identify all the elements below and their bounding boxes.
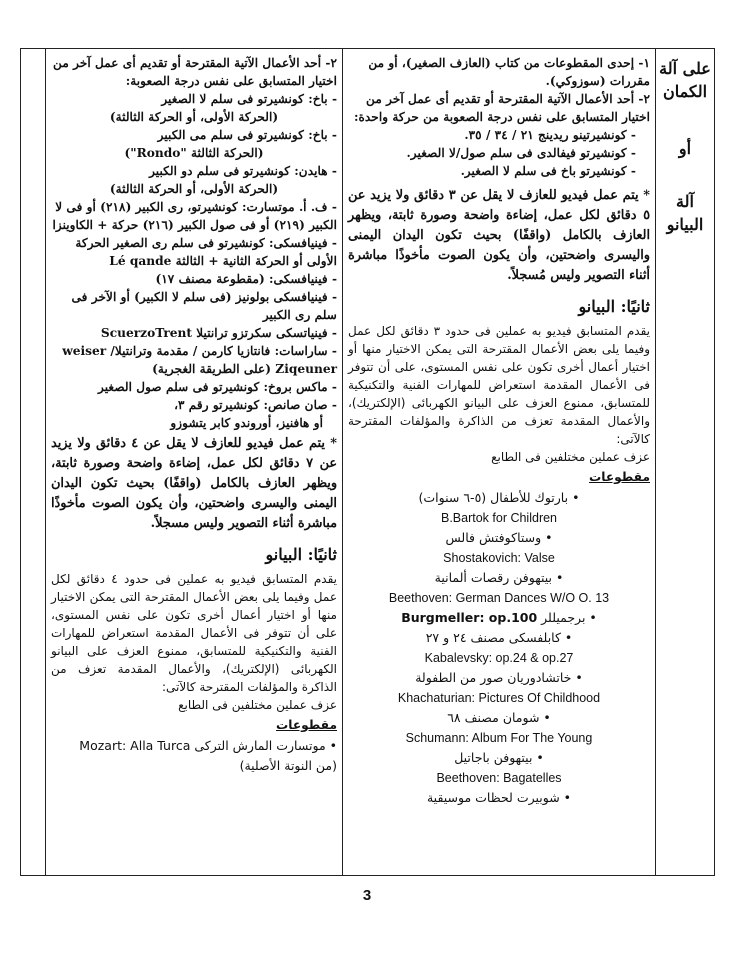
piano-description: يقدم المتسابق فيديو به عملين فى حدود ٣ دقائق لكل عمل وفيما يلى بعض الأعمال المقترحة التى يمكن الاختيار منها أو اختيار أعمال أخرى تكون على نفس المستوى، على أن تتوفر فى الأعمال المقدمة استعراض للمهارات الفنية والتكنيكية للمتسابق، ممنوع العزف على البيانو الكهربائى (الإلكتريك)، والأعمال المقدمة تعزف من الذاكرة والمؤلفات المقترحة كالآتى: bbox=[348, 324, 650, 446]
instrument-label-3: آلة bbox=[676, 192, 694, 211]
piece-ar: • شوبيرت لحظات موسيقية bbox=[348, 788, 650, 808]
work-item: - فينيافسكى بولونيز (فى سلم لا الكبير) أو الآخر فى سلم رى الكبير bbox=[71, 290, 337, 322]
piece-ar: برجميللر bbox=[541, 610, 586, 625]
violin-item-4: - كونشيرتو فيفالدى فى سلم صول/لا الصغير. bbox=[406, 146, 636, 160]
instrument-or: أو bbox=[678, 139, 692, 158]
work-item: - ف. أ. موتسارت: كونشيرتو، رى الكبير (٢١٨) أو فى لا الكبير (٢١٩) أو فى صول الكبير (٢١٦) حركة + الكاوينزا bbox=[52, 200, 337, 232]
violin-item-5: - كونشيرتو باخ فى سلم لا الصغير. bbox=[460, 164, 636, 178]
piece-ar: • موتسارت المارش التركى bbox=[194, 738, 337, 753]
piece-ar: • بيتهوفن رقصات ألمانية bbox=[348, 568, 650, 588]
piano-heading: ثانيًا: البيانو bbox=[578, 297, 650, 316]
work-detail: (الحركة الأولى، أو الحركة الثالثة) bbox=[109, 182, 279, 196]
piece-en: B.Bartok for Children bbox=[440, 511, 558, 525]
piece-en: Khachaturian: Pictures Of Childhood bbox=[397, 691, 601, 705]
instrument-label-4: البيانو bbox=[666, 215, 704, 234]
piece-ar: (من النوتة الأصلية) bbox=[239, 758, 337, 773]
piece-en: Beethoven: Bagatelles bbox=[436, 771, 562, 785]
advanced-requirements-cell bbox=[46, 49, 343, 876]
page-number: 3 bbox=[362, 887, 372, 904]
work-item: - فينيافسكى: (مقطوعة مصنف ١٧) bbox=[155, 272, 337, 286]
piano-heading: ثانيًا: البيانو bbox=[265, 545, 337, 564]
pieces-label: مقطوعات bbox=[276, 718, 337, 732]
piece-en: Schumann: Album For The Young bbox=[405, 731, 593, 745]
piece-ar: • كابلفسكى مصنف ٢٤ و ٢٧ bbox=[348, 628, 650, 648]
blank-edge-cell bbox=[21, 49, 46, 876]
piece-en: Kabalevsky: op.24 & op.27 bbox=[424, 651, 574, 665]
piece-en: Burgmeller: op.100 bbox=[401, 610, 538, 625]
violin-video-note: * يتم عمل فيديو للعازف لا يقل عن ٤ دقائق ولا يزيد عن ٧ دقائق لكل عمل، إضاءة واضحة وصورة ثابتة، ويظهر العازف بالكامل (واقفًا) بحيث تكون اليدان اليمنى واليسرى واضحتين، وأن يكون الصوت مأخوذًا مباشرة أثناء التصوير وليس مسجلاً. bbox=[51, 436, 337, 531]
piece-en: Shostakovich: Valse bbox=[443, 551, 555, 565]
violin-video-note: * يتم عمل فيديو للعازف لا يقل عن ٣ دقائق ولا يزيد عن ٥ دقائق لكل عمل، إضاءة واضحة وصورة ثابتة، ويظهر العازف بالكامل (واقفًا) بحيث تكون اليدان اليمنى واليسرى واضحتين، وأن يكون الصوت مأخوذًا مباشرة أثناء التصوير وليس مُسجلاً. bbox=[348, 188, 650, 283]
work-detail: (الحركة الثالثة "Rondo") bbox=[124, 146, 264, 160]
work-item: - ماكس بروخ: كونشيرتو فى سلم صول الصغير bbox=[98, 380, 337, 394]
instrument-label-2: الكمان bbox=[662, 82, 708, 101]
instrument-cell bbox=[656, 49, 715, 876]
piece-line bbox=[51, 736, 337, 756]
work-item: - باخ: كونشيرتو فى سلم لا الصغير bbox=[161, 92, 337, 106]
violin-item-2: ٢- أحد الأعمال الآتية المقترحة أو تقديم أى عمل آخر من اختيار المتسابق على نفس درجة الصعوبة من حركة واحدة: bbox=[354, 92, 650, 124]
work-item: أو هافنيز، أوروندو كابر يتشوزو bbox=[170, 416, 323, 430]
beginner-requirements-cell bbox=[343, 49, 656, 876]
piece-en: Mozart: Alla Turca bbox=[79, 738, 191, 753]
piece-ar: • وستاكوفتش فالس bbox=[348, 528, 650, 548]
piano-two-works: عزف عملين مختلفين فى الطابع bbox=[491, 450, 650, 464]
piece-ar: • شومان مصنف ٦٨ bbox=[348, 708, 650, 728]
violin-item-3: - كونشيرتينو ريدينج ٢١ / ٣٤ / ٣٥. bbox=[464, 128, 636, 142]
work-item: - ساراسات: فانتازيا كارمن / مقدمة وترانتيلا/ weiser Ziqeuner (على الطريقة الغجرية) bbox=[62, 344, 337, 376]
work-item: - صان صانص: كونشيرتو رقم ٣، bbox=[174, 398, 337, 412]
work-item: - هايدن: كونشيرتو فى سلم دو الكبير bbox=[149, 164, 337, 178]
piece-ar-burgmeller bbox=[348, 608, 650, 628]
piece-en: Beethoven: German Dances W/O O. 13 bbox=[388, 591, 610, 605]
work-item: - فينيافسكى: كونشيرتو فى سلم رى الصغير الحركة الأولى أو الحركة الثانية + الثالثة Lé qande bbox=[75, 236, 337, 268]
work-item: - باخ: كونشيرتو فى سلم مى الكبير bbox=[157, 128, 337, 142]
work-detail: (الحركة الأولى، أو الحركة الثالثة) bbox=[109, 110, 279, 124]
pieces-label: مقطوعات bbox=[589, 470, 650, 484]
requirements-table bbox=[20, 48, 715, 876]
violin-item-1: ١- إحدى المقطوعات من كتاب (العازف الصغير)، أو من مقررات (سوزوكي). bbox=[368, 56, 650, 88]
piece-ar: • بارتوك للأطفال (٥-٦ سنوات) bbox=[348, 488, 650, 508]
piano-two-works: عزف عملين مختلفين فى الطابع bbox=[178, 698, 337, 712]
piece-ar: • بيتهوفن باجاتيل bbox=[348, 748, 650, 768]
piano-description: يقدم المتسابق فيديو به عملين فى حدود ٤ دقائق لكل عمل وفيما يلى بعض الأعمال المقترحة التى يمكن الاختيار منها أو اختيار أعمال أخرى تكون على نفس المستوى، على أن تتوفر فى الأعمال المقدمة استعراض للمهارات الفنية والتكنيكية للمتسابق، ممنوع العزف على البيانو الكهربائى (الإلكتريك)، والأعمال المقدمة تعزف من الذاكرة والمؤلفات المقترحة كالآتى: bbox=[51, 572, 337, 694]
violin-intro: ٢- أحد الأعمال الآتية المقترحة أو تقديم أى عمل آخر من اختيار المتسابق على نفس درجة الصعوبة: bbox=[53, 56, 337, 88]
work-item: - فينياتسكى سكرتزو ترانتيلا ScuerzoTrent bbox=[100, 326, 337, 340]
piece-ar: • خاتشادوريان صور من الطفولة bbox=[348, 668, 650, 688]
instrument-label-1: على آلة bbox=[659, 59, 711, 78]
